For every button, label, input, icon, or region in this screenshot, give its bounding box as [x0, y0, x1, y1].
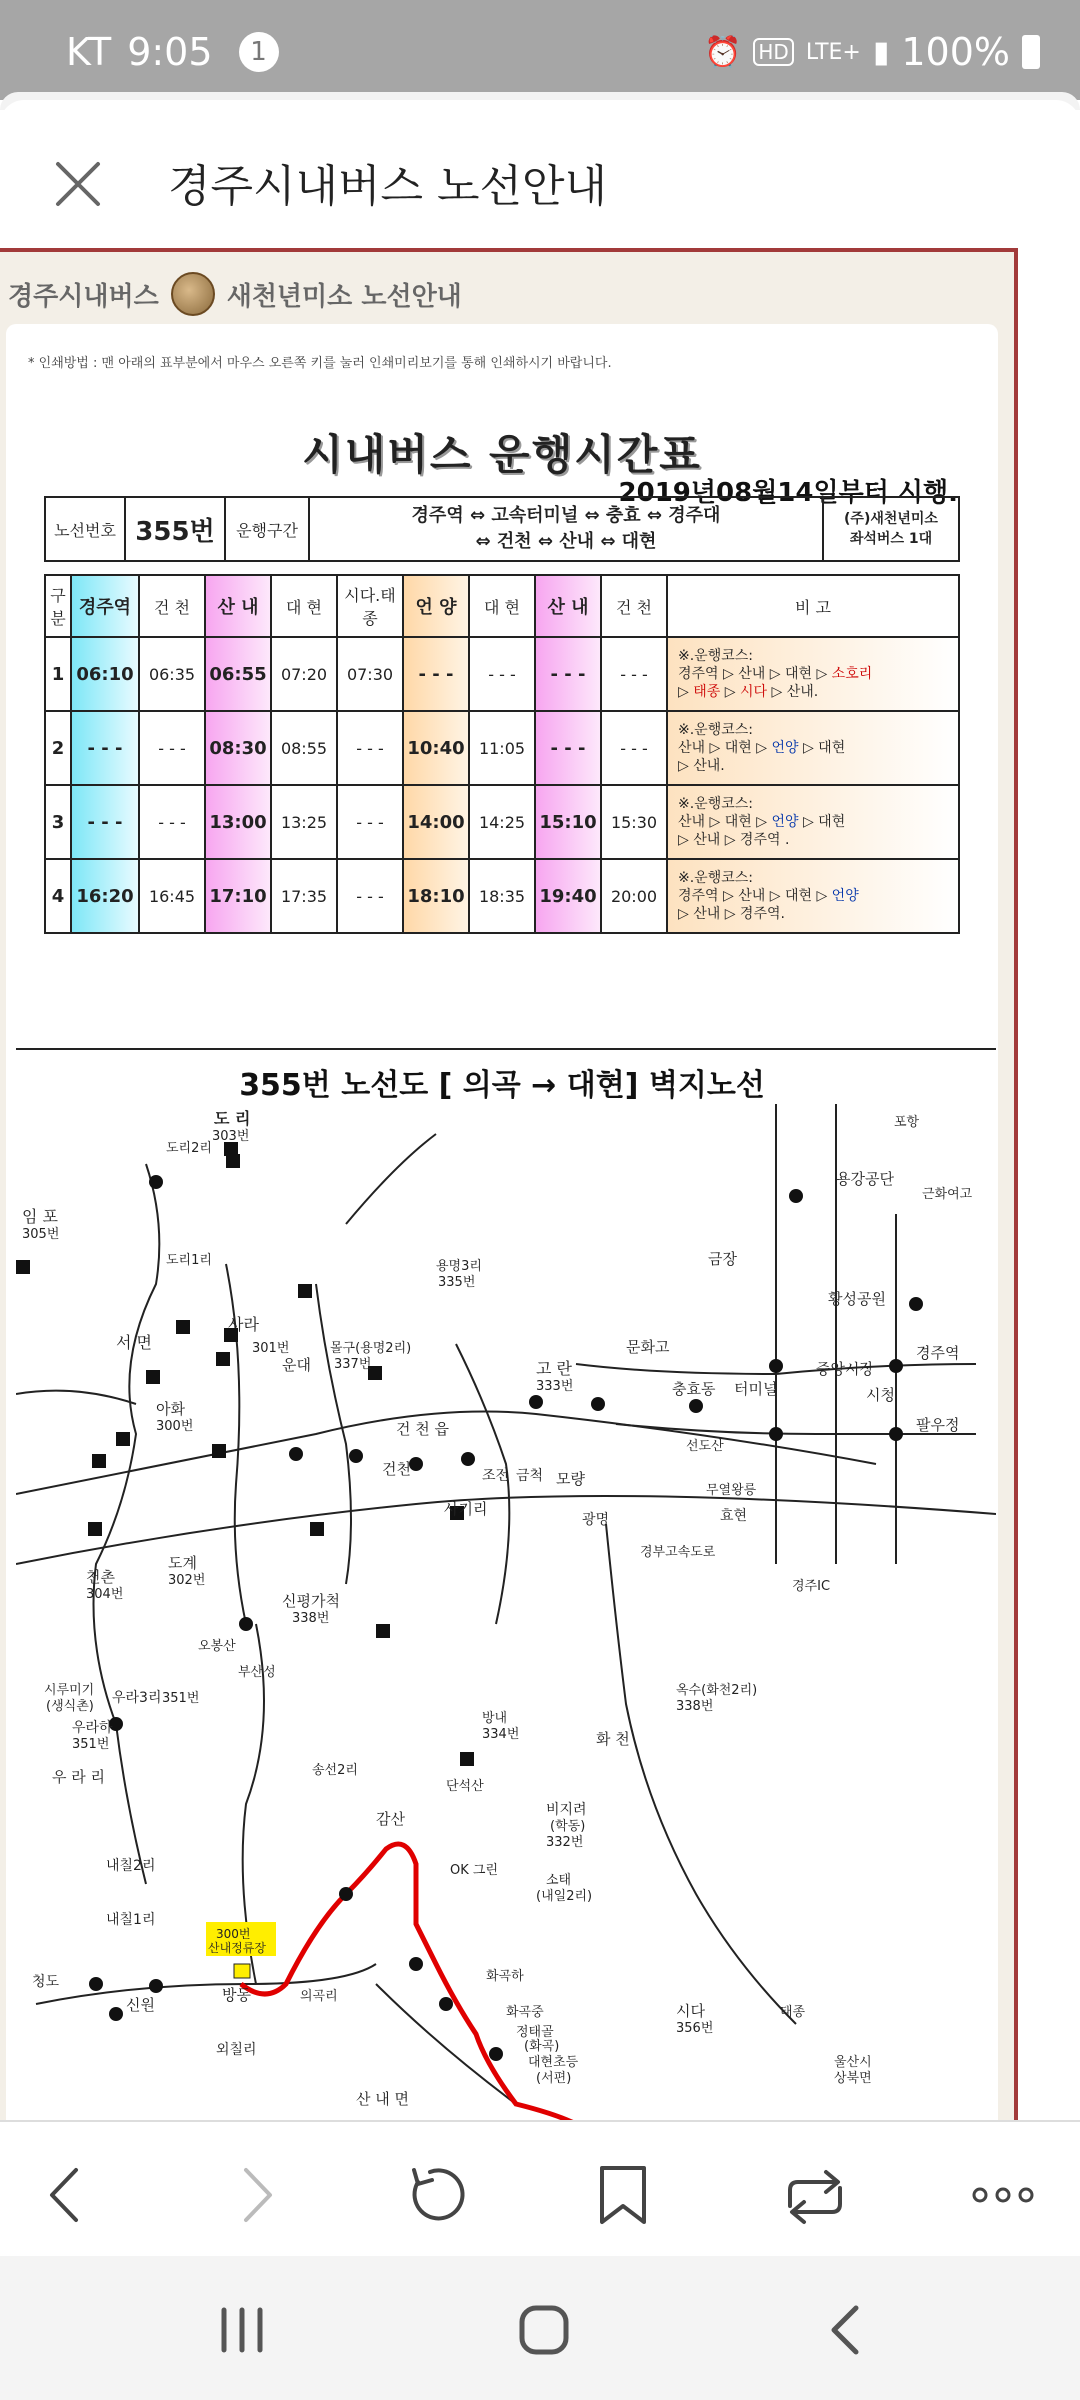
time-cell: 16:45 — [139, 859, 205, 933]
remark-line1 — [678, 739, 958, 757]
time-cell: - - - — [535, 711, 601, 785]
map-label: 337번 — [334, 1357, 372, 1372]
map-labels — [22, 1109, 973, 2108]
map-label: 화곡중 — [506, 2005, 544, 2020]
time-cell: 15:30 — [601, 785, 667, 859]
recent-apps-icon[interactable] — [212, 2300, 272, 2360]
time-cell: - - - — [535, 637, 601, 711]
col-header: 산 내 — [535, 575, 601, 637]
col-header: 구분 — [45, 575, 71, 637]
map-label: (서편) — [536, 2071, 572, 2086]
map-label: 305번 — [22, 1227, 60, 1242]
schedule-header-row — [45, 575, 959, 637]
system-nav-bar — [0, 2256, 1080, 2400]
col-header: 건 천 — [601, 575, 667, 637]
time-cell: 10:40 — [403, 711, 469, 785]
map-label: 302번 — [168, 1573, 206, 1588]
map-label: 청도 — [32, 1974, 60, 1990]
time-cell: - - - — [601, 637, 667, 711]
remark-line2: ▷ 산내 ▷ 경주역 . — [678, 832, 790, 848]
map-label: 송선2리 — [312, 1763, 358, 1778]
map-label: 방동 — [222, 1986, 251, 2004]
table-row — [45, 637, 959, 711]
time-cell: 14:00 — [403, 785, 469, 859]
map-label: 우라3리 — [112, 1690, 162, 1706]
home-icon[interactable] — [514, 2300, 574, 2360]
map-label: 광명 — [582, 1512, 610, 1528]
time-cell: - - - — [403, 637, 469, 711]
section-line1: 경주역 ⇔ 고속터미널 ⇔ 충효 ⇔ 경주대 — [411, 505, 721, 526]
time-cell: - - - — [337, 785, 403, 859]
map-label: 운대 — [282, 1356, 311, 1374]
map-label: 선도산 — [686, 1439, 724, 1454]
map-label: 터미널 — [734, 1380, 778, 1398]
table-row — [45, 711, 959, 785]
map-label: (내일2리) — [536, 1889, 593, 1904]
map-label: 사기리 — [444, 1500, 488, 1518]
remark-line2 — [678, 683, 958, 701]
remark-highlight: 태종 — [693, 684, 721, 700]
map-label: 의곡리 — [300, 1989, 338, 2004]
time-cell: - - - — [139, 785, 205, 859]
battery-percent: 100% — [901, 30, 1010, 74]
map-label: 333번 — [536, 1379, 574, 1394]
map-roads — [16, 1104, 996, 2104]
remark-line1 — [678, 887, 958, 905]
map-label: 화곡하 — [486, 1969, 524, 1984]
map-label: 우라하 — [72, 1720, 113, 1736]
sannae-terminal-marker — [234, 1964, 250, 1978]
col-header: 대 현 — [469, 575, 535, 637]
map-label: 효현 — [720, 1508, 748, 1524]
col-header: 비 고 — [667, 575, 959, 637]
col-header: 경주역 — [71, 575, 139, 637]
site-banner — [0, 270, 462, 318]
time-cell: 17:10 — [205, 859, 271, 933]
map-label: 산 내 면 — [356, 2090, 410, 2108]
map-label: 정태골 — [516, 2025, 554, 2040]
time-cell: 06:35 — [139, 637, 205, 711]
remark-title: ※.운행코스: — [678, 796, 753, 812]
time-cell: 19:40 — [535, 859, 601, 933]
remark-line1 — [678, 665, 958, 683]
col-header: 시다.태종 — [337, 575, 403, 637]
map-label: 332번 — [546, 1835, 584, 1850]
time-cell: 14:25 — [469, 785, 535, 859]
map-label: 조전 — [482, 1468, 510, 1484]
map-label: 351번 — [72, 1737, 110, 1752]
route-label: 노선번호 — [45, 497, 125, 561]
map-label: 도리1리 — [166, 1253, 212, 1268]
time-cell: 15:10 — [535, 785, 601, 859]
remark-text: 산내 ▷ 대현 ▷ — [678, 814, 767, 830]
map-label: 비지려 — [546, 1802, 587, 1818]
bookmark-icon[interactable] — [588, 2160, 658, 2230]
hd-icon: HD — [753, 38, 793, 66]
back-arrow-icon[interactable] — [32, 2160, 102, 2230]
clock: 9:05 — [127, 30, 213, 74]
map-label: 천촌 — [86, 1568, 115, 1586]
map-label: 사라 — [228, 1315, 259, 1334]
remark-text: 경주역 ▷ 산내 ▷ 대현 ▷ — [678, 888, 828, 904]
time-cell: - - - — [71, 785, 139, 859]
time-cell: - - - — [139, 711, 205, 785]
time-cell: - - - — [337, 859, 403, 933]
banner-right: 새천년미소 노선안내 — [226, 281, 462, 312]
map-label: 서 면 — [116, 1333, 152, 1352]
time-cell: 08:30 — [205, 711, 271, 785]
remark-line1 — [678, 813, 958, 831]
map-label: 오봉산 — [198, 1639, 236, 1654]
time-cell: 20:00 — [601, 859, 667, 933]
remark-text: 산내 ▷ 대현 ▷ — [678, 740, 767, 756]
map-label: 내칠1리 — [106, 1912, 156, 1928]
time-cell: 06:55 — [205, 637, 271, 711]
map-label: 충효동 — [672, 1380, 716, 1398]
time-cell: 07:30 — [337, 637, 403, 711]
remark-text: ▷ 대현 — [802, 814, 846, 830]
map-label: (학동) — [550, 1819, 586, 1834]
map-label: 303번 — [212, 1129, 250, 1144]
map-label: 부산성 — [238, 1665, 276, 1680]
remark-text: ▷ — [724, 684, 736, 700]
row-no: 4 — [45, 859, 71, 933]
map-label: 우 라 리 — [52, 1768, 106, 1786]
map-label: 334번 — [482, 1727, 520, 1742]
content-frame — [0, 248, 1018, 2120]
route-map — [16, 1104, 996, 2120]
timetable-paper — [6, 324, 998, 2120]
map-label: 근화여고 — [922, 1187, 973, 1202]
map-label: 아화 — [156, 1400, 185, 1418]
time-cell: 13:25 — [271, 785, 337, 859]
map-label: 신원 — [126, 1996, 155, 2014]
notification-badge: 1 — [239, 32, 279, 72]
time-cell: 18:35 — [469, 859, 535, 933]
route-number: 355번 — [125, 497, 225, 561]
carrier: KT — [66, 30, 112, 74]
map-label: 도계 — [168, 1554, 197, 1572]
map-title: 355번 노선도 [ 의곡 → 대현] 벽지노선 — [239, 1068, 765, 1103]
operator-line2: 좌석버스 1대 — [849, 531, 933, 547]
map-label: 용명3리 — [436, 1259, 482, 1274]
map-label: 300번 — [216, 1927, 251, 1941]
section-label: 운행구간 — [225, 497, 309, 561]
remark-text: ▷ — [678, 684, 689, 700]
map-label: 방내 — [482, 1711, 508, 1726]
map-label: 시다 — [676, 2002, 705, 2020]
time-cell: - - - — [337, 711, 403, 785]
time-cell: 13:00 — [205, 785, 271, 859]
map-label: 울산시 — [834, 2055, 872, 2070]
col-header: 언 양 — [403, 575, 469, 637]
system-back-icon[interactable] — [816, 2300, 876, 2360]
timetable-title: 시내버스 운행시간표 — [302, 430, 702, 479]
time-cell: 08:55 — [271, 711, 337, 785]
mascot-icon — [171, 272, 215, 316]
remark-highlight: 언양 — [771, 740, 799, 756]
route-map-svg — [16, 1104, 996, 2120]
map-label: 시루미기 — [44, 1683, 95, 1698]
map-label: 용강공단 — [836, 1170, 894, 1188]
col-header: 대 현 — [271, 575, 337, 637]
map-label: 시청 — [866, 1386, 895, 1404]
time-cell: 16:20 — [71, 859, 139, 933]
map-label: 팔우정 — [916, 1416, 960, 1434]
map-label: 황성공원 — [828, 1290, 886, 1308]
more-icon[interactable] — [968, 2160, 1038, 2230]
map-label: 모량 — [556, 1470, 585, 1488]
map-label: 금장 — [708, 1250, 737, 1268]
map-label: (생식촌) — [46, 1699, 94, 1714]
col-header: 산 내 — [205, 575, 271, 637]
time-cell: - - - — [71, 711, 139, 785]
remark-title: ※.운행코스: — [678, 870, 753, 886]
map-label: 건천 — [382, 1460, 411, 1478]
map-label: 단석산 — [446, 1779, 484, 1794]
map-label: 중앙시장 — [816, 1360, 874, 1378]
map-label: 도리2리 — [166, 1141, 212, 1156]
map-label: 문화고 — [626, 1338, 670, 1356]
time-cell: - - - — [601, 711, 667, 785]
forward-arrow-icon[interactable] — [220, 2160, 290, 2230]
dialog-header — [0, 100, 1080, 248]
remark-title: ※.운행코스: — [678, 648, 753, 664]
remark-text: ▷ 대현 — [802, 740, 846, 756]
browser-toolbar — [0, 2120, 1080, 2256]
section-line2: ⇔ 건천 ⇔ 산내 ⇔ 대현 — [475, 531, 657, 552]
map-label: 태종 — [780, 2005, 806, 2020]
share-icon[interactable] — [780, 2160, 850, 2230]
time-cell: 07:20 — [271, 637, 337, 711]
map-top-rule — [16, 1048, 996, 1050]
remark-highlight: 언양 — [831, 888, 859, 904]
map-label: 경주IC — [792, 1579, 831, 1594]
map-label: 몰구(용명2리) — [330, 1341, 412, 1356]
network-type: LTE+ — [805, 39, 861, 65]
signal-icon: ▮ — [872, 34, 890, 70]
operator-line1: (주)새천년미소 — [844, 511, 938, 527]
time-cell: 11:05 — [469, 711, 535, 785]
remark-cell — [667, 785, 959, 859]
operator — [823, 497, 959, 561]
map-label: 301번 — [252, 1341, 290, 1356]
map-label: 금척 — [516, 1468, 544, 1484]
map-label: 포항 — [894, 1115, 920, 1130]
map-label: 대현초등 — [528, 2055, 579, 2070]
remark-text: ▷ 산내. — [771, 684, 819, 700]
remark-cell — [667, 859, 959, 933]
time-cell: 06:10 — [71, 637, 139, 711]
map-label: 338번 — [292, 1611, 330, 1626]
map-label: 304번 — [86, 1587, 124, 1602]
remark-line2: ▷ 산내. — [678, 758, 725, 774]
table-row — [45, 785, 959, 859]
map-label: 옥수(화천2리) — [676, 1683, 758, 1698]
remark-highlight: 언양 — [771, 814, 799, 830]
row-no: 3 — [45, 785, 71, 859]
route-section — [309, 497, 823, 561]
remark-text: 경주역 ▷ 산내 ▷ 대현 ▷ — [678, 666, 828, 682]
close-icon[interactable] — [52, 158, 104, 210]
map-label: 335번 — [438, 1275, 476, 1290]
map-label: 도 리 — [214, 1109, 251, 1128]
time-cell: 17:35 — [271, 859, 337, 933]
page-title: 경주시내버스 노선안내 — [168, 161, 608, 212]
print-note: * 인쇄방법 : 맨 아래의 표부분에서 마우스 오른쪽 키를 눌러 인쇄미리보기를 통해 인쇄하시기 바랍니다. — [28, 356, 612, 371]
row-no: 2 — [45, 711, 71, 785]
route-info-table — [44, 496, 960, 562]
map-label: 경주역 — [916, 1344, 960, 1362]
col-header: 건 천 — [139, 575, 205, 637]
schedule-table — [44, 574, 960, 934]
map-label: 내칠2리 — [106, 1858, 156, 1874]
map-label: 상북면 — [834, 2071, 872, 2086]
map-label: 경부고속도로 — [640, 1545, 716, 1560]
map-label: 화 천 — [596, 1730, 630, 1748]
map-label: 무열왕릉 — [706, 1483, 757, 1498]
remark-highlight: 시다 — [739, 684, 768, 700]
map-label: 351번 — [162, 1691, 200, 1706]
map-label: 신평가척 — [282, 1592, 340, 1610]
remark-cell — [667, 711, 959, 785]
map-label: 건 천 읍 — [396, 1420, 450, 1438]
status-bar — [0, 0, 1080, 100]
time-cell: 18:10 — [403, 859, 469, 933]
map-label: 임 포 — [22, 1207, 58, 1226]
battery-icon — [1022, 35, 1040, 69]
row-no: 1 — [45, 637, 71, 711]
reload-icon[interactable] — [400, 2160, 470, 2230]
web-content[interactable] — [0, 248, 1080, 2120]
table-row — [45, 859, 959, 933]
remark-title: ※.운행코스: — [678, 722, 753, 738]
banner-left: 경주시내버스 — [8, 281, 159, 312]
map-label: 감산 — [376, 1810, 405, 1828]
remark-line2: ▷ 산내 ▷ 경주역. — [678, 906, 785, 922]
time-cell: - - - — [469, 637, 535, 711]
map-label: 외칠리 — [216, 2042, 257, 2058]
map-label: 고 란 — [536, 1359, 572, 1378]
map-label: (화곡) — [524, 2039, 560, 2054]
map-label: 338번 — [676, 1699, 714, 1714]
remark-highlight: 소호리 — [831, 666, 873, 682]
map-label: 356번 — [676, 2021, 714, 2036]
map-label: 소태 — [546, 1873, 572, 1888]
alarm-icon: ⏰ — [704, 34, 742, 70]
map-label: 산내정류장 — [208, 1941, 266, 1955]
effective-date: 2019년08월14일부터 시행. — [618, 478, 958, 508]
map-label: 300번 — [156, 1419, 194, 1434]
remark-cell — [667, 637, 959, 711]
map-label: OK 그린 — [450, 1863, 499, 1878]
